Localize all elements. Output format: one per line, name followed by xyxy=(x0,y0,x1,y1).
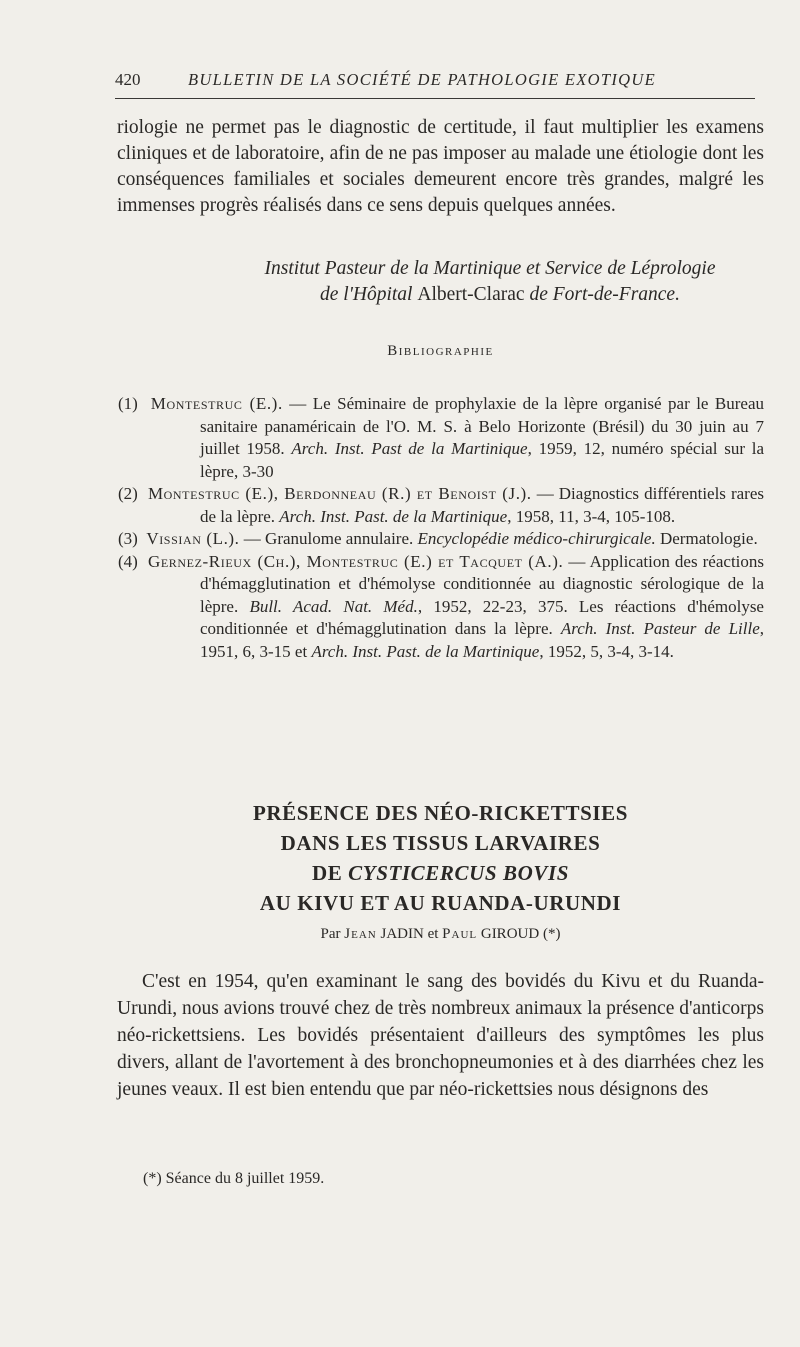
affiliation-line-2 xyxy=(210,282,770,308)
page-number: 420 xyxy=(115,70,141,89)
reference-authors: Montestruc (E.). xyxy=(150,394,283,413)
author-1-first: Jean xyxy=(344,926,377,942)
reference-number: (3) xyxy=(118,529,138,548)
title-line-1: PRÉSENCE DES NÉO-RICKETTSIES xyxy=(252,801,629,825)
reference-item xyxy=(118,483,764,528)
reference-tail: , 1952, 5, 3-4, 3-14. xyxy=(539,641,674,661)
reference-number: (2) xyxy=(118,484,138,503)
reference-item xyxy=(118,393,764,483)
reference-journal: Arch. Inst. Past de la Martinique xyxy=(291,439,528,458)
reference-journal: Arch. Inst. Past. de la Martinique xyxy=(279,506,508,526)
reference-tail: Dermatologie. xyxy=(655,529,758,548)
title-line-4: AU KIVU ET AU RUANDA-URUNDI xyxy=(259,891,622,915)
footnote: (*) Séance du 8 juillet 1959. xyxy=(143,1170,325,1187)
authors-par: Par xyxy=(320,926,341,942)
affiliation xyxy=(210,256,770,308)
reference-item xyxy=(118,551,764,664)
reference-journal: Arch. Inst. Pasteur de Lille xyxy=(560,619,760,638)
reference-item xyxy=(118,528,764,551)
reference-authors: Gernez-Rieux (Ch.), Montestruc (E.) et Tacquet (A.). xyxy=(148,551,564,571)
title-line-3 xyxy=(117,858,764,888)
title-line-2: DANS LES TISSUS LARVAIRES xyxy=(280,831,601,855)
reference-number: (1) xyxy=(118,394,138,413)
running-head xyxy=(115,70,755,94)
footnote-mark: (*) xyxy=(542,926,561,942)
reference-tail: , 1958, 11, 3-4, 105-108. xyxy=(507,506,676,526)
header-rule xyxy=(115,98,755,99)
affiliation-line-2-pre: de l'Hôpital xyxy=(320,284,418,305)
authors-et: et xyxy=(427,926,439,942)
affiliation-line-1: Institut Pasteur de la Martinique et Service de Léprologie xyxy=(264,258,716,279)
reference-tail: , 1951, 6, 3-15 et xyxy=(200,619,764,661)
reference-tail: , 1952, 22-23, 375. Les réactions d'hémolyse conditionnée et d'hémagglutination dans la lèpre. xyxy=(200,596,764,638)
reference-journal: Encyclopédie médico-chirurgicale. xyxy=(417,529,656,548)
article-title xyxy=(117,798,764,918)
reference-journal: Bull. Acad. Nat. Méd. xyxy=(249,596,418,616)
title-line-3-pre: DE xyxy=(311,861,349,885)
author-2-last: GIROUD xyxy=(480,926,540,942)
reference-text: — Application des réactions d'hémagglutination et d'hémolyse conditionnée au diagnostic sérologique de la lèpre. xyxy=(200,551,765,616)
hospital-name: Albert-Clarac xyxy=(417,284,525,305)
reference-journal: Arch. Inst. Past. de la Martinique xyxy=(311,641,540,661)
reference-text: — Granulome annulaire. xyxy=(239,529,418,548)
author-2-first: Paul xyxy=(442,926,478,942)
reference-text: — Diagnostics différentiels rares de la lèpre. xyxy=(200,484,765,526)
bibliography-heading: Bibliographie xyxy=(387,343,494,359)
reference-text: — Le Séminaire de prophylaxie de la lèpre organisé par le Bureau sanitaire panaméricain de l'O. M. S. à Belo Horizonte (Brésil) du 30 juin au 7 juillet 1958. xyxy=(200,394,765,458)
title-species: CYSTICERCUS BOVIS xyxy=(348,861,570,885)
main-paragraph: C'est en 1954, qu'en examinant le sang des bovidés du Kivu et du Ruanda-Urundi, nous avions trouvé chez de très nombreux animaux la présence d'anticorps néo-rickettsiens. Les bovidés présentaient d'ailleurs des symptômes les plus divers, allant de l'avortement à des bronchopneumonies et à des diarrhées chez les jeunes veaux. Il est bien entendu que par néo-rickettsies nous désignons des xyxy=(117,971,764,1100)
reference-number: (4) xyxy=(118,551,138,571)
author-1-last: JADIN xyxy=(380,926,424,942)
reference-tail: , 1959, 12, numéro spécial sur la lèpre, 3-30 xyxy=(200,439,764,481)
affiliation-line-2-post: de Fort-de-France. xyxy=(524,284,680,305)
reference-authors: Vissian (L.). xyxy=(146,529,240,548)
intro-paragraph: riologie ne permet pas le diagnostic de certitude, il faut multiplier les examens cliniques et de laboratoire, afin de ne pas imposer au malade une étiologie dont les conséquences familiales et sociales demeurent encore très grandes, malgré les immenses progrès réalisés dans ce sens depuis quelques années. xyxy=(117,117,764,216)
journal-title: BULLETIN DE LA SOCIÉTÉ DE PATHOLOGIE EXOTIQUE xyxy=(188,70,656,89)
authors-line xyxy=(117,926,764,943)
reference-list xyxy=(118,393,764,663)
reference-authors: Montestruc (E.), Berdonneau (R.) et Benoist (J.). xyxy=(147,484,532,503)
